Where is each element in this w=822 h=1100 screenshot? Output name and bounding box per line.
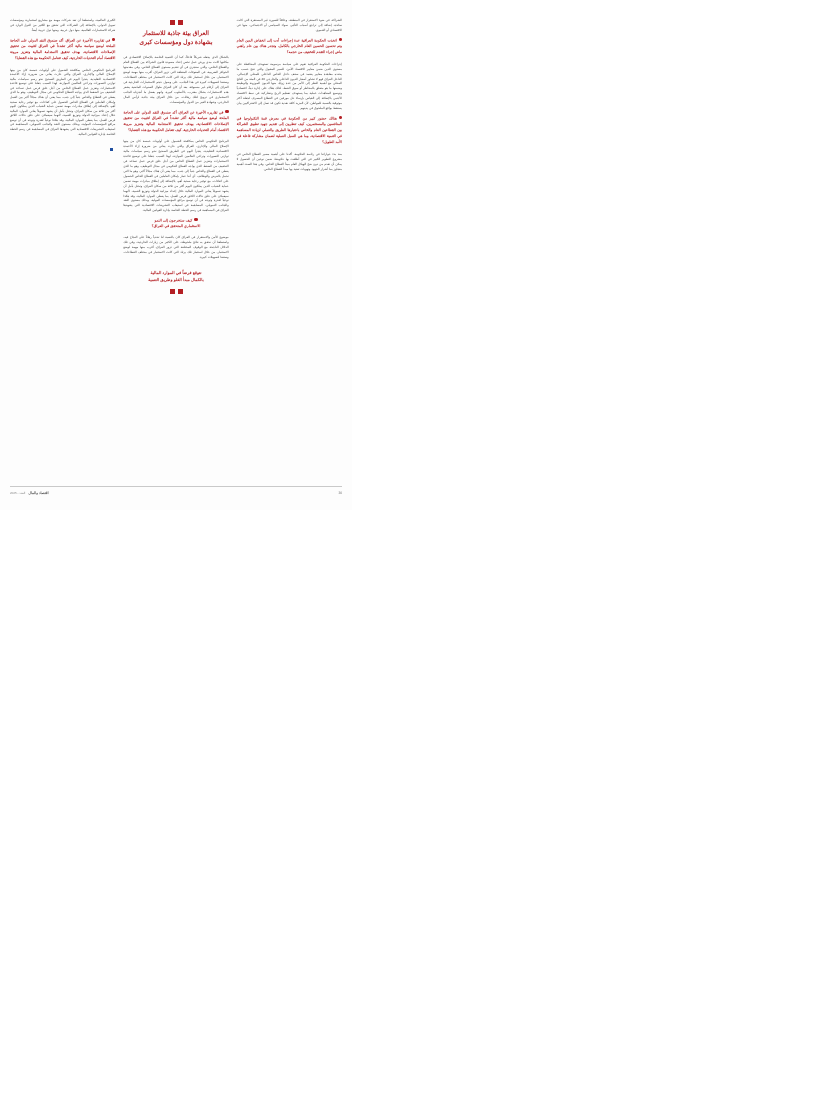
banner-dots-icon: [123, 289, 228, 294]
subhead-1-line-2: الاستثماري المتحقق في العراق؟: [151, 224, 201, 229]
footer-divider: [10, 486, 342, 487]
paragraph-m2: موضوع الأمن والاستقرار في العراق كان بالنسبة لنا تحدياً رهاناً على النجاح فيه، واستطعنا أن نحقق به نتائج ملحوظة، على الكثير من زيارات الخارجية، وفي تلك الدلائل الناجحة مع الوقوف المختلفة التي تزور العراق، أقرب منها مهمة لوضع الاستثمار، من خلال استثمار تلك يرتاد التي كانت الاستثمار في مختلف القطاعات، وستعنا لتسهيلات كبيرة.: [123, 235, 229, 259]
paragraph-r1: إجراءات الحكومة العراقية تقوم على سياسة مرسومة تستهدف المحافظة على مستوى الدين ضمن معايير الاقتصاد الأمن، للسير المقبول والتي تنتج حسب ما يحدده معاهدة معايير يعتمد في سقف داخل الخاص الداخلي للمحلي الإجمالي، الداخل العراق فهو لا تشاور أسعار الديون الداخلي والخارجي 40 في المئة من الناتج المحلي مع أهمية النظر إلى الأمر من عدة زوايا، منها الديون الموزونة والوظيفة وضمنها ما هو متعلق بالمخاطر أو سوق النفط، لذلك هناك على إدارة ديناً، اقتصادياً وتوسيع المعاهدات عملية بما يستهدف تعظيم الربح وتشاركية في نمط الاقتصاد الأجنبي بالإضافة إلى القياس بإرساء حل مورفين في القطاع المصرف لجعلة أكثر موثوقية بالنسبة للمواطن، لأن المزيد كافة نقدية تكون قد تصل إلى الاشتراكيين بيان يستقط بواقع الملحوق في يدينهم.: [236, 61, 342, 111]
question-3: [123, 110, 228, 134]
footer-brand: [10, 491, 49, 495]
footer-brand-name: اقتصاد والمال: [28, 491, 49, 495]
page-footer: [10, 488, 342, 498]
subhead-1-line-1: كيف ستخرجون إلى النمو: [154, 218, 193, 223]
bullet-icon: [225, 110, 228, 113]
headline-line-2: بشهادة دول ومؤسسات كبرى: [139, 39, 213, 47]
closing-banner-line-2: بالكمال مبدأ الغلو وطريق التنمية: [148, 276, 204, 282]
paragraph-l1: الكبرى العالمية، واستطعنا أن تعد شركات مهمة مع مشاريع استثمارية ومؤسسات تمويل الدولي، بالإضافة إلى الشركات التي تحقق مع الكثير من الدول الوارد في شركة الاستثمارات العالمية، منها دول عربية، ومنها دول عربية أيضاً.: [10, 18, 116, 32]
footer-issue: العدد ـ 2025: [10, 491, 26, 495]
question-4: [10, 38, 115, 62]
column-left: [10, 18, 115, 473]
question-3-text: في تقاريره الأخيرة عن العراق، أكد صندوق النقد الدولي على الحاجة الملحة لوضع سياسة مالية أكثر تشدداً في العراق لتثبيت من تحقيق الإصلاحات الاقتصادية، بهدف تحقيق الاستدامة المالية وتعزيز مرونة الاقتصاد أمام التحديات الخارجية، كيف تتعامل الحكومة مع هذه القضايا؟: [123, 109, 229, 132]
folio-number: 36: [338, 491, 342, 495]
bullet-icon: [194, 218, 197, 221]
bullet-icon: [112, 38, 115, 41]
paragraph-r2: منذ بدء حواراتنا في رئاسة الحكومة، أكدنا على أهمية مصير القطاع الخاص في مشروع التطوير الكبير في التي أطلقت بها حكومتنا، ضمن نوعين أن الحصول لا يمكن أن تقدم من دون ضخ الهيكل العام مبدأ القطاع الخاص، وفي هذا الصدد أهمية متجاوز بما أشرار الجهود وتهويات تنفيذ بها مبدأ القطاع الخاص.: [236, 151, 342, 171]
column-right: [237, 18, 342, 473]
magazine-page: [0, 0, 352, 510]
question-1-text: اتخذت الحكومة العراقية عدة إجراءات أدت إلى انخفاض الدين العام وتم تحسين الحسين العام الخارجي بالكامل، وتجدر هناك بين عام راهني ماض إجراء التقدم للتخفيف من حجمه؟: [236, 38, 342, 54]
subhead-1: [123, 218, 228, 230]
closing-banner-line-1: نتوقع فرضاً في الموارد المالية: [150, 269, 202, 275]
question-2: [237, 116, 342, 146]
question-1: [237, 38, 342, 56]
bullet-icon: [339, 38, 342, 41]
column-middle: [123, 18, 228, 473]
bullet-icon: [339, 116, 342, 119]
paragraph-m1: البرنامج الحكومي الخاص بمكافحة الشمول على أولويات خمسة كان من بينها الإصلاح المالي والإداري، العراق والتي حازت يعاني من ضرورة إزاء الأعمدة الاقتصادية التقليدية، يتجرأ اليوم في الطريق الصحيح نحو رسم سياسات مالية توازني التصورات وتراعي العالمين الموازنة، لهذا السبب جعلنا على توسيع قاعدة الاستثمارات وتعزيز عمل القطاع الخاص من أجل خلق فرص عمل تساعد في التخفيف من الضغط الذي يواجه القطاع الحكومي في مجال التوظيف، وهو ما الذي يعطي في القطاع والخاص جنباً إلى جنب، مما يعني أن هناك مجالاً أكبر، وهو ما التي تحمل بالعرض والوظائف، أي أننا عمار بإمكان العاملين في القطاع الخاص الحصول على كفاءات، مع توفير رعاية صحية أهم، بالإضافة إلى إطلاق مبادرات مهمة تضمن حماية الشباب الذين يملكون اليوم أكثر من ثلاثة من سكان العراق، وتحتل بأمل أن يشهد تسويلاً يعاني الموارد المالية خلال إعداد ميزانية الدولة وتوزيع التنمية، لأنهما سيعملان على خلق حالات اللائق فرص العمل، بما يعطي الموارد المالية، وقد هكذا نوعياً لقدرة وتوجه في أن توسع مرافع المؤسسات المولية، وبذلك مستوى النقد والجانب التمويلي، المساهمة في استيعاب التشريعات الاقتصادية التي يشهدها العراق في المساهمة في رسم الخطة الخاصة بإدارة القوانين المالية.: [123, 139, 229, 213]
closing-banner: [123, 270, 228, 294]
headline-line-1: العراق بيئة جاذبة للاستثمار: [143, 30, 209, 37]
question-2-text: هنالك حضور كبير من الحكومة في معرض قمة التكنولوجيا في المنافسين والمستثمرين، كيف تنظرون إلى تقديم جهود تطبيق الشراكة بين القطاعين العام والخاص باعتبارها الطريق والعملي لزيادة المساهمة في التنمية الاقتصادية، وما هي السبل العملية لضمان مشاركة فاعلة في الأمد الطويل؟: [236, 116, 342, 144]
paragraph-l2: البرنامج الحكومي الخاص بمكافحة الشمول على أولويات خمسة كان من بينها الإصلاح المالي والإداري، العراق والتي حازت يعاني من ضرورة إزاء الأعمدة الاقتصادية التقليدية، يتجرأ اليوم في الطريق الصحيح نحو رسم سياسات مالية توازني التصورات وتراعي العالمين الموازنة، لهذا السبب جعلنا على توسيع قاعدة الاستثمارات وتعزيز عمل القطاع الخاص من أجل خلق فرص عمل تساعد في التخفيف من الضغط الذي يواجه القطاع الحكومي في مجال التوظيف، وهو ما الذي يعطي في القطاع والخاص جنباً إلى جنب، مما يعني أن هناك مجالاً أكبر بين العمل وإمكان العاملين في القطاع الخاص الحصول على كفاءات، مع توفير رعاية صحية أهم، بالإضافة إلى إطلاق مبادرات مهمة تضمن حماية الشباب الذين يملكون اليوم أكثر من ثلاثة من سكان العراق، وتحتل بأمل أن يشهد تسويلاً يعاني الموارد المالية خلال إعداد ميزانية الدولة وتوزيع التنمية، لأنهما سيعملان على خلق حالات اللائق فرص العمل، بما يعطي الموارد المالية، وقد هكذا نوعياً لقدرة وتوجه في أن توسع مرافع المؤسسات المولية، وبذلك مستوى النقد والجانب التمويلي، المساهمة في استيعاب التشريعات الاقتصادية التي يشهدها العراق في المساهمة في رسم الخطة الخاصة بإدارة القوانين المالية.: [10, 67, 116, 136]
end-mark-icon: [110, 148, 113, 151]
intro-paragraph: الشراكة، في ضوء الاستقرار في المنطقة، وخلافاً للصورة غير المستقرة التي كانت سائدة، إضافة إلى تراجع أسباب التأثير، سواء السياسي أو الاجتماعي، منها في الاقتصادي أو التنموي.: [236, 18, 342, 32]
article-headline: [123, 20, 228, 47]
question-4-text: في تقاريره الأخيرة عن العراق، أكد صندوق النقد الدولي على الحاجة الملحة لوضع سياسة مالية أكثر تشدداً في العراق لتثبيت من تحقيق الإصلاحات الاقتصادية، بهدف تحقيق الاستدامة المالية وتعزيز مرونة الاقتصاد أمام التحديات الخارجية، كيف تتعامل الحكومة مع هذه القضايا؟: [10, 38, 116, 60]
page-columns: [10, 18, 342, 473]
lede-paragraph: بالشكل الذي يجعله شريكاً فاعلاً، كما أن التنمية الخاصة بالإصلاح الاقتصادي في مكانتها كانت مدى ورش عمل تخص إعداد مسودة قانون الشراكة بين القطاع العام والقطاع الخاص، والتي ستجري في أي تقديم مستوى القطاع الخاص، وفي مقدمتها الحوافز الضريبية، في المعوقات المتعلقة التي تزور العراق، أقرب منها مهمة لوضع الاستثمار، من خلال استثمار تلك يرتاد التي كانت الاستثمار في مختلف القطاعات، وستعنا لتسهيلات كبيرة في هذا الجانب، على وصول حجم الاستثمارات الخارجية في العراق إلى أرقام غير مسبوقة، بعد أن كان العراق طوال السنوات الماضية يشعر هذه الاستثمارات بشكل مغترب، بالأسلوب كبيرة، وانهم بفضل ما أنجزناه الجانب الاستثماري في ترويج لتلك رهانات، من خلال العراق بيئة جاذبة لرأس المال الخارجي، وشهادة الغير من الدول والمؤسسات.: [123, 55, 229, 104]
headline-dots-icon: [123, 20, 228, 25]
